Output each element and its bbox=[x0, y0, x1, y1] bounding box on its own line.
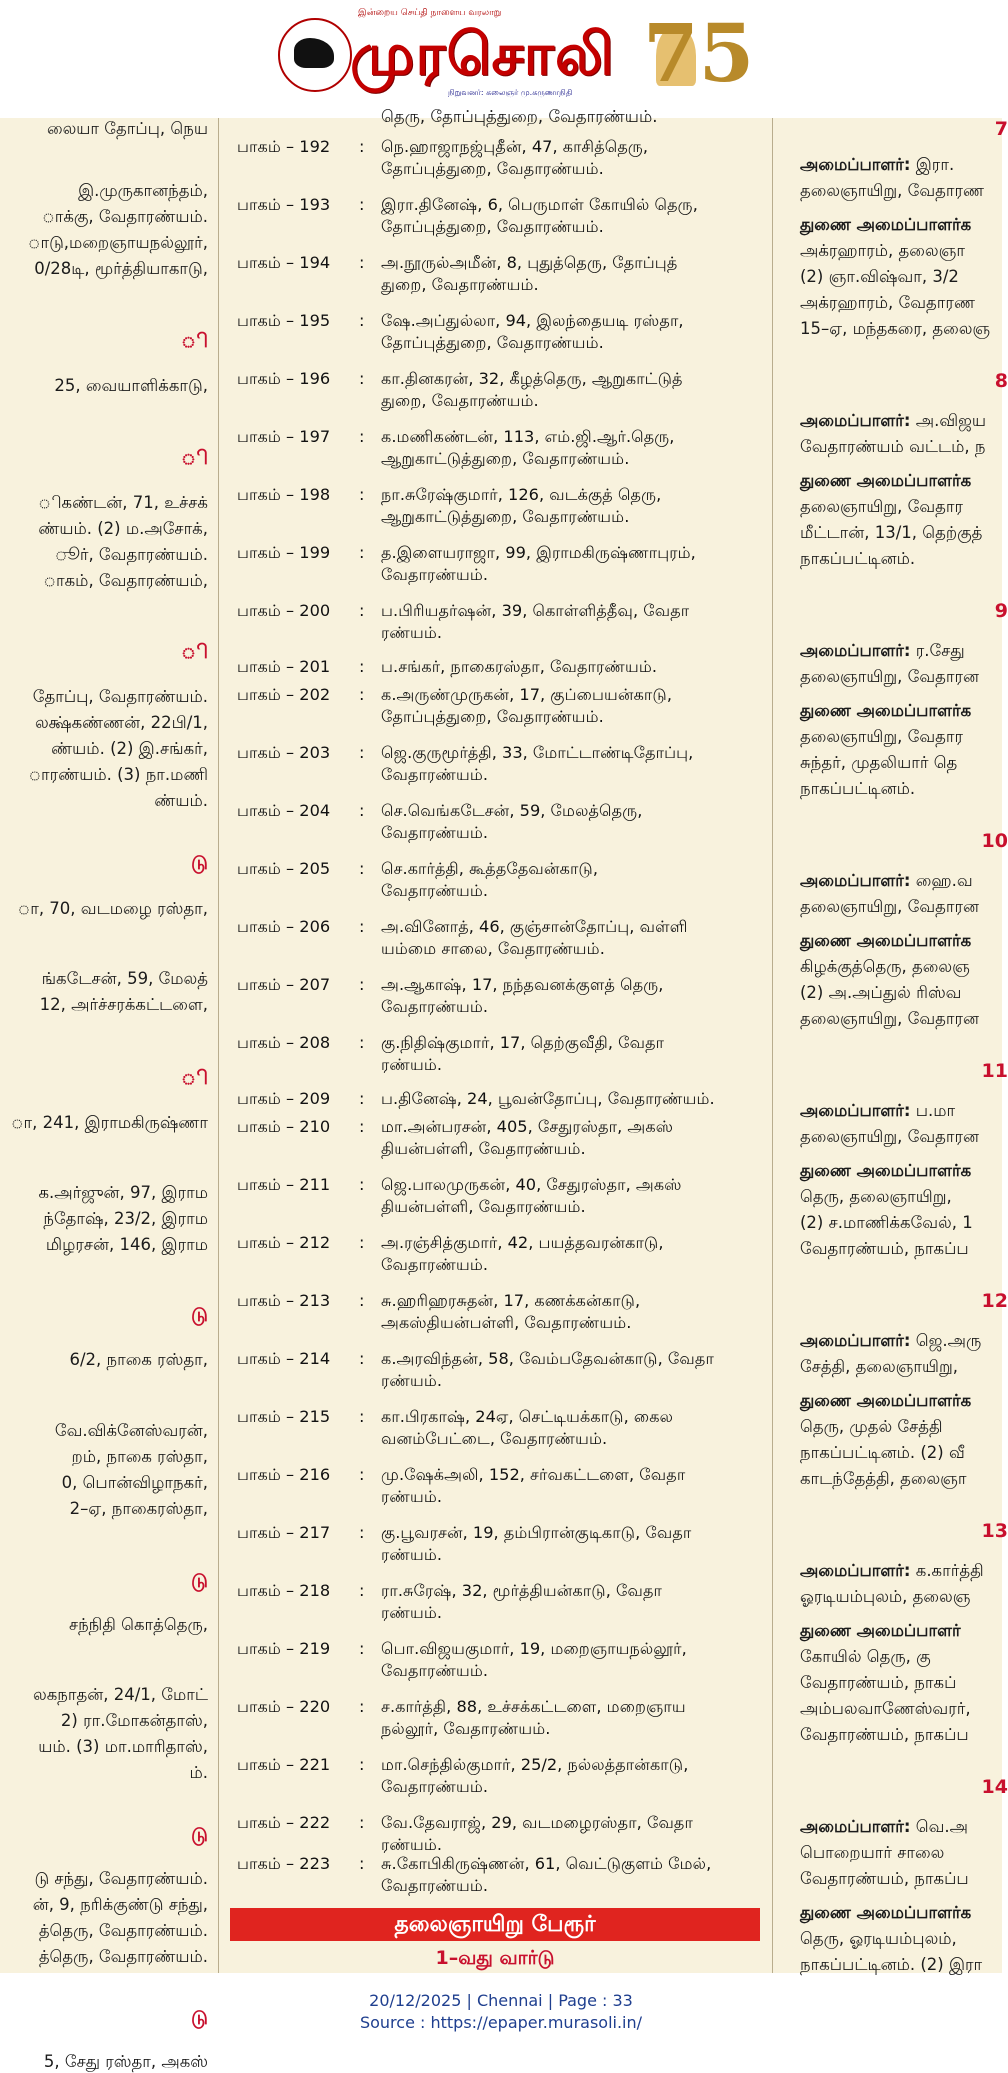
role-label: அமைப்பாளர்: bbox=[800, 411, 911, 430]
text-line bbox=[800, 1672, 956, 1693]
separator-colon: : bbox=[359, 1349, 365, 1368]
column-divider bbox=[218, 118, 219, 1973]
text-line bbox=[800, 1560, 984, 1581]
line-text: ஜெ.அரு bbox=[910, 1331, 982, 1350]
booth-label: பாகம் – 201 bbox=[237, 657, 331, 676]
text-line bbox=[800, 752, 957, 773]
text-line bbox=[800, 1620, 961, 1641]
line-text: (2) அ.அப்துல் ரிஸ்வ bbox=[800, 983, 962, 1002]
text-line: யம். (3) மா.மாரிதாஸ், bbox=[38, 1737, 208, 1756]
text-line bbox=[800, 640, 965, 661]
line-text: க.கார்த்தி bbox=[910, 1561, 984, 1580]
text-line bbox=[800, 1212, 973, 1233]
text-line bbox=[800, 1698, 971, 1719]
booth-agent-details: அ.ரஞ்சித்குமார், 42, பயத்தவரன்காடு, வேதாரண்யம். bbox=[381, 1233, 664, 1274]
text-line: க.அர்ஜுன், 97, இராம bbox=[38, 1183, 208, 1202]
booth-label: பாகம் – 217 bbox=[237, 1523, 331, 1542]
text-line bbox=[800, 180, 984, 201]
line-text: அ.விஜய bbox=[910, 411, 987, 430]
separator-colon: : bbox=[359, 1233, 365, 1252]
booth-agent-details: நெ.ஹாஜாநஜ்புதீன், 47, காசித்தெரு, தோப்புத்துறை, வேதாரண்யம். bbox=[381, 137, 649, 178]
text-line bbox=[800, 1330, 981, 1351]
ward-number-heading: ி bbox=[181, 330, 208, 352]
separator-colon: : bbox=[359, 1117, 365, 1136]
text-line bbox=[800, 778, 915, 799]
booth-label: பாகம் – 219 bbox=[237, 1639, 331, 1658]
text-line: சந்நிதி கொத்தெரு, bbox=[68, 1615, 208, 1634]
ward-number-heading: 9 bbox=[994, 600, 1008, 622]
role-label: அமைப்பாளர்: bbox=[800, 155, 911, 174]
text-line bbox=[800, 470, 971, 491]
line-text: கோயில் தெரு, கு bbox=[800, 1647, 931, 1666]
booth-agent-details: மு.ஷேக்அலி, 152, சர்வகட்டளை, வேதா ரண்யம். bbox=[381, 1465, 686, 1506]
text-line bbox=[800, 292, 975, 313]
role-label: துணை அமைப்பாளர்க bbox=[800, 1903, 972, 1922]
line-text: தெரு, முதல் சேத்தி bbox=[800, 1417, 943, 1436]
text-line: ா, 241, இராமகிருஷ்ணா bbox=[10, 1113, 208, 1132]
line-text: நாகப்பட்டினம். bbox=[800, 549, 916, 568]
role-label: துணை அமைப்பாளர்க bbox=[800, 215, 972, 234]
line-text: அக்ரஹாரம், வேதாரண bbox=[800, 293, 975, 312]
line-text: (2) ச.மாணிக்கவேல், 1 bbox=[800, 1213, 973, 1232]
ward-number-heading: ி bbox=[181, 1067, 208, 1089]
booth-agent-details: ஜெ.குருமூர்த்தி, 33, மோட்டாண்டிதோப்பு, வேதாரண்யம். bbox=[381, 743, 694, 784]
separator-colon: : bbox=[359, 801, 365, 820]
text-line bbox=[800, 240, 965, 261]
separator-colon: : bbox=[359, 1175, 365, 1194]
footer-source-line: Source : https://epaper.murasoli.in/ bbox=[359, 2013, 643, 2032]
text-line bbox=[800, 1356, 958, 1377]
booth-label: பாகம் – 198 bbox=[237, 485, 331, 504]
ward-number-heading: 11 bbox=[981, 1060, 1008, 1082]
ward-number-heading: 13 bbox=[981, 1520, 1008, 1542]
text-line bbox=[800, 1186, 952, 1207]
line-text: நாகப்பட்டினம். (2) இரா bbox=[800, 1955, 983, 1974]
booth-agent-details: ஷே.அப்துல்லா, 94, இலந்தையடி ரஸ்தா, தோப்புத்துறை, வேதாரண்யம். bbox=[381, 311, 684, 352]
role-label: துணை அமைப்பாளர்க bbox=[800, 701, 972, 720]
text-line: றம், நாகை ரஸ்தா, bbox=[71, 1447, 208, 1466]
text-line bbox=[800, 496, 963, 517]
text-line bbox=[800, 930, 971, 951]
text-line bbox=[800, 1842, 944, 1863]
booth-label: பாகம் – 204 bbox=[237, 801, 331, 820]
line-text: வேதாரண்யம், நாகப்ப bbox=[800, 1239, 969, 1258]
separator-colon: : bbox=[359, 1755, 365, 1774]
role-label: துணை அமைப்பாளர்க bbox=[800, 1161, 972, 1180]
booth-label: பாகம் – 194 bbox=[237, 253, 331, 272]
ward-number-heading: டு bbox=[191, 2007, 208, 2029]
text-line: ாரண்யம். (3) நா.மணி bbox=[28, 765, 208, 784]
separator-colon: : bbox=[359, 1854, 365, 1873]
booth-label: பாகம் – 200 bbox=[237, 601, 331, 620]
line-text: தலைஞாயிறு, வேதாரண bbox=[800, 181, 985, 200]
masthead-title: முரசொலி bbox=[350, 20, 615, 88]
line-text: தெரு, தலைஞாயிறு, bbox=[800, 1187, 952, 1206]
text-line bbox=[800, 1868, 969, 1889]
text-line bbox=[800, 266, 959, 287]
ward-number-heading: டு bbox=[191, 1570, 208, 1592]
booth-agent-details: ப.சங்கர், நாகைரஸ்தா, வேதாரண்யம். bbox=[381, 657, 657, 676]
booth-label: பாகம் – 203 bbox=[237, 743, 331, 762]
text-line: ிகண்டன், 71, உச்சக் bbox=[38, 493, 208, 512]
separator-colon: : bbox=[359, 369, 365, 388]
line-text: (2) ஞா.விஷ்வா, 3/2 bbox=[800, 267, 959, 286]
line-text: மீட்டான், 13/1, தெற்குத் bbox=[800, 523, 983, 542]
separator-colon: : bbox=[359, 1089, 365, 1108]
booth-label: பாகம் – 207 bbox=[237, 975, 331, 994]
text-line: ாக்கு, வேதாரண்யம். bbox=[42, 207, 208, 226]
role-label: அமைப்பாளர்: bbox=[800, 871, 911, 890]
line-text: வேதாரண்யம், நாகப் bbox=[800, 1673, 957, 1692]
text-line bbox=[800, 1238, 969, 1259]
text-line: 12, அர்ச்சரக்கட்டளை, bbox=[39, 995, 208, 1014]
separator-colon: : bbox=[359, 311, 365, 330]
text-line: ங்கடேசன், 59, மேலத் bbox=[41, 969, 208, 988]
text-line: ண்யம். (2) ம.அசோக், bbox=[38, 519, 208, 538]
right-column bbox=[780, 118, 1008, 1974]
text-line bbox=[800, 1126, 979, 1147]
masthead-subtitle: நிறுவனர்: கலைஞர் மு.கருணாநிதி bbox=[448, 88, 573, 97]
line-text: ஹை.வ bbox=[910, 871, 973, 890]
masthead-inner bbox=[278, 6, 755, 108]
booth-agent-details: சு.கோபிகிருஷ்ணன், 61, வெட்டுகுளம் மேல், வேதாரண்யம். bbox=[381, 1854, 712, 1895]
text-line bbox=[800, 410, 986, 431]
booth-agent-details: செ.வெங்கடேசன், 59, மேலத்தெரு, வேதாரண்யம். bbox=[381, 801, 643, 842]
line-text: தலைஞாயிறு, வேதார bbox=[800, 727, 964, 746]
line-text: தலைஞாயிறு, வேதாரன bbox=[800, 1009, 980, 1028]
text-line bbox=[800, 1646, 931, 1667]
booth-label: பாகம் – 216 bbox=[237, 1465, 331, 1484]
text-line: டு சந்து, வேதாரண்யம். bbox=[34, 1869, 208, 1888]
text-line bbox=[800, 982, 961, 1003]
booth-label: பாகம் – 214 bbox=[237, 1349, 331, 1368]
booth-agent-details: ப.தினேஷ், 24, பூவன்தோப்பு, வேதாரண்யம். bbox=[381, 1089, 715, 1108]
booth-label: பாகம் – 199 bbox=[237, 543, 331, 562]
ward-number-heading: டு bbox=[191, 852, 208, 874]
role-label: அமைப்பாளர்: bbox=[800, 1561, 911, 1580]
booth-agent-details: மா.அன்பரசன், 405, சேதுரஸ்தா, அகஸ் தியன்பள்ளி, வேதாரண்யம். bbox=[381, 1117, 674, 1158]
booth-label: பாகம் – 213 bbox=[237, 1291, 331, 1310]
text-line bbox=[800, 896, 979, 917]
line-text: 15–ஏ, மந்தகரை, தலைஞ bbox=[800, 319, 991, 338]
text-line bbox=[800, 1954, 982, 1975]
text-line: ன், 9, நரிக்குண்டு சந்து, bbox=[32, 1895, 208, 1914]
murasoli-logo-icon bbox=[278, 18, 352, 92]
text-line bbox=[800, 1586, 970, 1607]
line-text: வேதாரண்யம், நாகப்ப bbox=[800, 1725, 969, 1744]
text-line bbox=[800, 1390, 971, 1411]
booth-label: பாகம் – 208 bbox=[237, 1033, 331, 1052]
ward-number-heading: 14 bbox=[981, 1776, 1008, 1798]
line-text: வேதாரண்யம் வட்டம், ந bbox=[800, 437, 986, 456]
separator-colon: : bbox=[359, 1639, 365, 1658]
masthead bbox=[0, 0, 1002, 118]
ward-number-heading: 8 bbox=[994, 370, 1008, 392]
booth-label: பாகம் – 215 bbox=[237, 1407, 331, 1426]
ward-number-heading: 10 bbox=[981, 830, 1008, 852]
line-text: ப.மா bbox=[910, 1101, 956, 1120]
column-divider bbox=[772, 118, 773, 1973]
text-line: 6/2, நாகை ரஸ்தா, bbox=[69, 1350, 208, 1369]
booth-agent-details: கு.பூவரசன், 19, தம்பிரான்குடிகாடு, வேதா ரண்யம். bbox=[381, 1523, 692, 1564]
text-line bbox=[800, 154, 954, 175]
booth-label: பாகம் – 197 bbox=[237, 427, 331, 446]
booth-label: பாகம் – 192 bbox=[237, 137, 331, 156]
booth-agent-details: அ.வினோத், 46, குஞ்சான்தோப்பு, வள்ளி யம்மை சாலை, வேதாரண்யம். bbox=[381, 917, 688, 958]
separator-colon: : bbox=[359, 1465, 365, 1484]
middle-column bbox=[225, 107, 765, 1973]
ward-number-heading: ி bbox=[181, 447, 208, 469]
separator-colon: : bbox=[359, 1697, 365, 1716]
line-text: சுந்தர், முதலியார் தெ bbox=[800, 753, 958, 772]
line-text: வேதாரண்யம், நாகப்ப bbox=[800, 1869, 969, 1888]
text-line bbox=[800, 956, 970, 977]
booth-agent-details: ப.பிரியதர்ஷன், 39, கொள்ளித்தீவு, வேதா ரண்யம். bbox=[381, 601, 690, 642]
line-text: கிழக்குத்தெரு, தலைஞ bbox=[800, 957, 970, 976]
separator-colon: : bbox=[359, 1407, 365, 1426]
line-text: சேத்தி, தலைஞாயிறு, bbox=[800, 1357, 958, 1376]
separator-colon: : bbox=[359, 657, 365, 676]
text-line: லக்ஷ்கண்ணன், 22பி/1, bbox=[34, 713, 208, 732]
cut-line: தெரு, தோப்புத்துறை, வேதாரண்யம். bbox=[381, 107, 658, 126]
line-text: அக்ரஹாரம், தலைஞா bbox=[800, 241, 965, 260]
left-column bbox=[0, 118, 214, 2071]
role-label: அமைப்பாளர்: bbox=[800, 1101, 911, 1120]
anniversary-badge: 75 bbox=[643, 6, 755, 100]
role-label: அமைப்பாளர்: bbox=[800, 1331, 911, 1350]
text-line bbox=[800, 1100, 955, 1121]
text-line: இ.முருகானந்தம், bbox=[78, 181, 208, 200]
line-text: ஓரடியம்புலம், தலைஞ bbox=[800, 1587, 971, 1606]
ward-number-heading: 12 bbox=[981, 1290, 1008, 1312]
booth-agent-details: அ.ஆகாஷ், 17, நந்தவனக்குளத் தெரு, வேதாரண்யம். bbox=[381, 975, 664, 1016]
text-line: வே.விக்னேஸ்வரன், bbox=[54, 1421, 208, 1440]
text-line bbox=[800, 1928, 957, 1949]
booth-agent-details: ரா.சுரேஷ், 32, மூர்த்தியன்காடு, வேதா ரண்யம். bbox=[381, 1581, 662, 1622]
booth-agent-details: க.அரவிந்தன், 58, வேம்பதேவன்காடு, வேதா ரண்யம். bbox=[381, 1349, 714, 1390]
booth-label: பாகம் – 196 bbox=[237, 369, 331, 388]
line-text: இரா. bbox=[910, 155, 955, 174]
booth-agent-details: ச.கார்த்தி, 88, உச்சக்கட்டளை, மறைஞாய நல்லூர், வேதாரண்யம். bbox=[381, 1697, 686, 1738]
separator-colon: : bbox=[359, 543, 365, 562]
text-line bbox=[800, 1816, 968, 1837]
separator-colon: : bbox=[359, 1813, 365, 1832]
line-text: நாகப்பட்டினம். bbox=[800, 779, 916, 798]
booth-agent-details: க.அருண்முருகன், 17, குப்பையன்காடு, தோப்புத்துறை, வேதாரண்யம். bbox=[381, 685, 672, 726]
line-text: பொறையார் சாலை bbox=[800, 1843, 945, 1862]
text-line bbox=[800, 700, 971, 721]
booth-label: பாகம் – 193 bbox=[237, 195, 331, 214]
separator-colon: : bbox=[359, 137, 365, 156]
footer-date-line: 20/12/2025 | Chennai | Page : 33 bbox=[369, 1991, 633, 2010]
booth-label: பாகம் – 210 bbox=[237, 1117, 331, 1136]
text-line: ூர், வேதாரண்யம். bbox=[54, 545, 208, 564]
text-line: த்தெரு, வேதாரண்யம். bbox=[38, 1947, 208, 1966]
text-line: 25, வையாளிக்காடு, bbox=[54, 376, 208, 395]
line-text: ர.சேது bbox=[910, 641, 965, 660]
line-text: வெ.அ bbox=[910, 1817, 968, 1836]
separator-colon: : bbox=[359, 1581, 365, 1600]
role-label: துணை அமைப்பாளர்க bbox=[800, 931, 972, 950]
masthead-tagline: இன்றைய செய்தி நாளைய வரலாறு bbox=[358, 8, 502, 18]
text-line: 0, பொன்விழாநகர், bbox=[61, 1473, 208, 1492]
line-text: தலைஞாயிறு, வேதாரன bbox=[800, 897, 980, 916]
role-label: துணை அமைப்பாளர் bbox=[800, 1621, 961, 1640]
text-line bbox=[800, 214, 971, 235]
booth-label: பாகம் – 209 bbox=[237, 1089, 331, 1108]
text-line bbox=[800, 1008, 979, 1029]
booth-agent-details: ஜெ.பாலமுருகன், 40, சேதுரஸ்தா, அகஸ் தியன்பள்ளி, வேதாரண்யம். bbox=[381, 1175, 682, 1216]
text-line bbox=[800, 1160, 971, 1181]
text-line bbox=[800, 666, 979, 687]
ward-number-heading: டு bbox=[191, 1304, 208, 1326]
booth-agent-details: த.இளையராஜா, 99, இராமகிருஷ்ணாபுரம், வேதாரண்யம். bbox=[381, 543, 696, 584]
booth-agent-details: கா.பிரகாஷ், 24ஏ, செட்டியக்காடு, கைல வனம்பேட்டை, வேதாரண்யம். bbox=[381, 1407, 674, 1448]
ward-number-heading: ி bbox=[181, 641, 208, 663]
text-line bbox=[800, 1442, 965, 1463]
ward-subheading: 1–வது வார்டு bbox=[435, 1947, 555, 1969]
section-banner: தலைஞாயிறு பேரூர் bbox=[230, 1908, 760, 1941]
text-line bbox=[800, 1468, 967, 1489]
booth-label: பாகம் – 202 bbox=[237, 685, 331, 704]
text-line: மிழரசன், 146, இராம bbox=[45, 1235, 208, 1254]
booth-agent-details: அ.நூருல்அமீன், 8, புதுத்தெரு, தோப்புத் துறை, வேதாரண்யம். bbox=[381, 253, 678, 294]
page-footer bbox=[0, 1990, 1002, 2034]
role-label: துணை அமைப்பாளர்க bbox=[800, 471, 972, 490]
line-text: அம்பலவாணேஸ்வரர், bbox=[800, 1699, 971, 1718]
text-line bbox=[800, 318, 990, 339]
text-line: ாடு,மறைஞாயநல்லூர், bbox=[27, 233, 208, 252]
text-line: 2) ரா.மோகன்தாஸ், bbox=[60, 1711, 208, 1730]
line-text: தலைஞாயிறு, வேதாரன bbox=[800, 667, 980, 686]
booth-label: பாகம் – 221 bbox=[237, 1755, 331, 1774]
separator-colon: : bbox=[359, 917, 365, 936]
booth-agent-details: செ.கார்த்தி, கூத்ததேவன்காடு, வேதாரண்யம். bbox=[381, 859, 599, 900]
role-label: அமைப்பாளர்: bbox=[800, 1817, 911, 1836]
text-line bbox=[800, 870, 973, 891]
booth-label: பாகம் – 205 bbox=[237, 859, 331, 878]
booth-agent-details: வே.தேவராஜ், 29, வடமழைரஸ்தா, வேதா ரண்யம். bbox=[381, 1813, 693, 1854]
text-line bbox=[800, 1416, 943, 1437]
text-line: ா, 70, வடமழை ரஸ்தா, bbox=[17, 899, 208, 918]
booth-label: பாகம் – 220 bbox=[237, 1697, 331, 1716]
text-line: 5, சேது ரஸ்தா, அகஸ் bbox=[43, 2052, 208, 2071]
separator-colon: : bbox=[359, 859, 365, 878]
booth-label: பாகம் – 212 bbox=[237, 1233, 331, 1252]
booth-label: பாகம் – 222 bbox=[237, 1813, 331, 1832]
text-line: ாகம், வேதாரண்யம், bbox=[43, 571, 208, 590]
booth-label: பாகம் – 211 bbox=[237, 1175, 331, 1194]
line-text: காடந்தேத்தி, தலைஞா bbox=[800, 1469, 967, 1488]
booth-agent-details: பொ.விஜயகுமார், 19, மறைஞாயநல்லூர், வேதாரண்யம். bbox=[381, 1639, 687, 1680]
role-label: அமைப்பாளர்: bbox=[800, 641, 911, 660]
line-text: தலைஞாயிறு, வேதாரன bbox=[800, 1127, 980, 1146]
separator-colon: : bbox=[359, 743, 365, 762]
separator-colon: : bbox=[359, 975, 365, 994]
line-text: தெரு, ஓரடியம்புலம், bbox=[800, 1929, 957, 1948]
separator-colon: : bbox=[359, 1523, 365, 1542]
text-line bbox=[800, 436, 985, 457]
line-text: தலைஞாயிறு, வேதார bbox=[800, 497, 964, 516]
booth-label: பாகம் – 195 bbox=[237, 311, 331, 330]
text-line: ண்யம். (2) இ.சங்கர், bbox=[51, 739, 208, 758]
text-line bbox=[800, 726, 963, 747]
booth-agent-details: நா.சுரேஷ்குமார், 126, வடக்குத் தெரு, ஆறுகாட்டுத்துறை, வேதாரண்யம். bbox=[381, 485, 662, 526]
separator-colon: : bbox=[359, 601, 365, 620]
text-line bbox=[800, 1724, 969, 1745]
ward-number-heading: டு bbox=[191, 1824, 208, 1846]
ward-number-heading: 7 bbox=[994, 118, 1008, 140]
booth-agent-details: க.மணிகண்டன், 113, எம்.ஜி.ஆர்.தெரு, ஆறுகாட்டுத்துறை, வேதாரண்யம். bbox=[381, 427, 675, 468]
text-line bbox=[800, 1902, 971, 1923]
line-text: நாகப்பட்டினம். (2) வீ bbox=[800, 1443, 965, 1462]
booth-agent-details: இரா.தினேஷ், 6, பெருமாள் கோயில் தெரு, தோப்புத்துறை, வேதாரண்யம். bbox=[381, 195, 698, 236]
booth-label: பாகம் – 206 bbox=[237, 917, 331, 936]
text-line bbox=[800, 522, 982, 543]
separator-colon: : bbox=[359, 253, 365, 272]
separator-colon: : bbox=[359, 1033, 365, 1052]
text-line: லையா தோப்பு, நெய bbox=[46, 119, 208, 138]
separator-colon: : bbox=[359, 195, 365, 214]
text-line: லகநாதன், 24/1, மோட் bbox=[33, 1685, 208, 1704]
separator-colon: : bbox=[359, 1291, 365, 1310]
separator-colon: : bbox=[359, 485, 365, 504]
booth-agent-details: சு.ஹரிஹரசுதன், 17, கணக்கன்காடு, அகஸ்தியன்பள்ளி, வேதாரண்யம். bbox=[381, 1291, 641, 1332]
role-label: துணை அமைப்பாளர்க bbox=[800, 1391, 972, 1410]
text-line: ந்தோஷ், 23/2, இராம bbox=[43, 1209, 208, 1228]
booth-agent-details: கு.நிதிஷ்குமார், 17, தெற்குவீதி, வேதா ரண்யம். bbox=[381, 1033, 665, 1074]
booth-label: பாகம் – 218 bbox=[237, 1581, 331, 1600]
text-line: 2–ஏ, நாகைரஸ்தா, bbox=[69, 1499, 208, 1518]
booth-label: பாகம் – 223 bbox=[237, 1854, 331, 1873]
text-line: தோப்பு, வேதாரண்யம். bbox=[32, 687, 208, 706]
text-line: ண்யம். bbox=[154, 791, 208, 810]
text-line: ம். bbox=[189, 1763, 208, 1782]
separator-colon: : bbox=[359, 427, 365, 446]
text-line: த்தெரு, வேதாரண்யம். bbox=[38, 1921, 208, 1940]
booth-agent-details: மா.செந்தில்குமார், 25/2, நல்லத்தான்காடு, வேதாரண்யம். bbox=[381, 1755, 689, 1796]
text-line bbox=[800, 548, 915, 569]
separator-colon: : bbox=[359, 685, 365, 704]
text-line: 0/28டி, மூர்த்தியாகாடு, bbox=[34, 259, 208, 278]
booth-agent-details: கா.தினகரன், 32, கீழத்தெரு, ஆறுகாட்டுத் துறை, வேதாரண்யம். bbox=[381, 369, 683, 410]
